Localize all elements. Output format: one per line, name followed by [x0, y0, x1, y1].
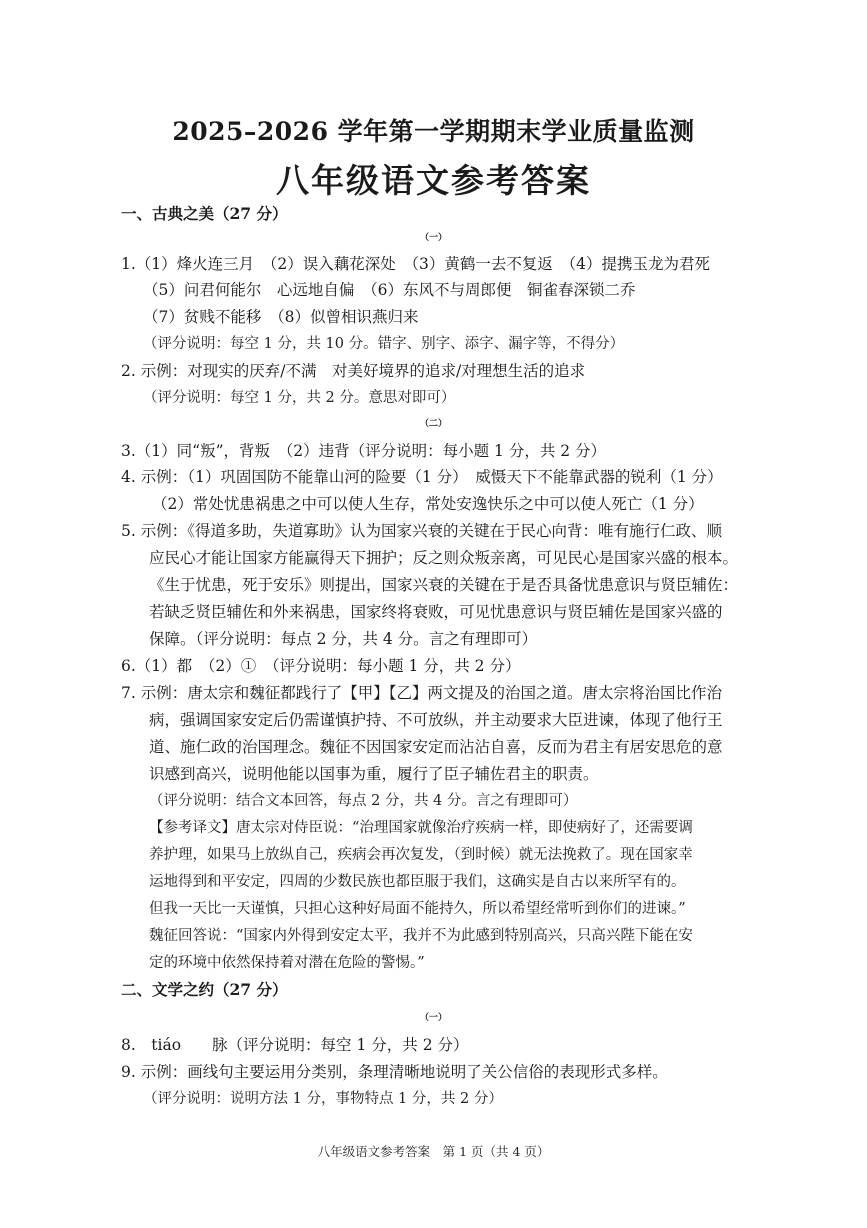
answer-line: 应民心才能让国家方能赢得天下拥护；反之则众叛亲离，可见民心是国家兴盛的根本。 — [149, 549, 739, 567]
answer-line: 4. 示例：（1）巩固国防不能靠山河的险要（1 分） 威慑天下不能靠武器的锐利（1 分） — [121, 468, 723, 486]
answer-line: （5）问君何能尔 心远地自偏 （6）东风不与周郎便 铜雀春深锁二乔 — [143, 281, 636, 299]
translation-line: 但我一天比一天谨慎，只担心这种好局面不能持久，所以希望经常听到你们的进谏。” — [149, 901, 686, 917]
answer-line: 9. 示例：画线句主要运用分类别，条理清晰地说明了关公信俗的表现形式多样。 — [121, 1063, 668, 1081]
subsection-heading: （二） — [419, 419, 447, 429]
answer-line: 1.（1）烽火连三月 （2）误入藕花深处 （3）黄鹤一去不复返 （4）提携玉龙为君死 — [121, 255, 710, 273]
translation-line: 定的环境中依然保持着对潜在危险的警惕。” — [149, 955, 425, 971]
answer-line: 2. 示例：对现实的厌弃/不满 对美好境界的追求/对理想生活的追求 — [121, 362, 586, 380]
answer-line: 识感到高兴，说明他能以国事为重，履行了臣子辅佐君主的职责。 — [149, 765, 599, 783]
answer-line: 5. 示例：《得道多助，失道寡助》认为国家兴衰的关键在于民心向背：唯有施行仁政、顺 — [121, 522, 722, 540]
answer-line: 6.（1）都 （2）① （评分说明：每小题 1 分，共 2 分） — [121, 657, 521, 675]
translation-line: 养护理，如果马上放纵自己，疾病会再次复发，（到时候）就无法挽救了。现在国家幸 — [149, 847, 693, 863]
page-footer: 八年级语文参考答案 第 1 页（共 4 页） — [317, 1144, 550, 1159]
answer-line: 若缺乏贤臣辅佐和外来祸患，国家终将衰败，可见忧患意识与贤臣辅佐是国家兴盛的 — [149, 603, 723, 621]
answer-line: 保障。（评分说明：每点 2 分，共 4 分。言之有理即可） — [149, 630, 538, 648]
answer-line: 病，强调国家安定后仍需谨慎护持、不可放纵，并主动要求大臣进谏，体现了他行王 — [149, 711, 723, 729]
section-heading: 二、文学之约（27 分） — [121, 980, 288, 999]
translation-line: 运地得到和平安定，四周的少数民族也都臣服于我们，这确实是自古以来所罕有的。 — [149, 874, 686, 890]
scoring-note: （评分说明：每空 1 分，共 2 分。意思对即可） — [143, 390, 456, 406]
section-heading: 一、古典之美（27 分） — [121, 204, 288, 223]
answer-line: （2）常处忧患祸患之中可以使人生存，常处安逸快乐之中可以使人死亡（1 分） — [152, 495, 704, 513]
answer-line: 3.（1）同“叛”，背叛 （2）违背（评分说明：每小题 1 分，共 2 分） — [121, 442, 607, 460]
subsection-heading: （一） — [419, 233, 447, 243]
subsection-heading: （一） — [419, 1013, 447, 1023]
scoring-note: （评分说明：每空 1 分，共 10 分。错字、别字、添字、漏字等，不得分） — [143, 336, 625, 352]
translation-line: 魏征回答说：“国家内外得到安定太平，我并不为此感到特别高兴，只高兴陛下能在安 — [149, 928, 693, 944]
scoring-note: （评分说明：说明方法 1 分，事物特点 1 分，共 2 分） — [143, 1091, 503, 1107]
answer-key-title: 八年级语文参考答案 — [276, 161, 591, 200]
answer-line: 道、施仁政的治国理念。魏征不因国家安定而沾沾自喜，反而为君主有居安思危的意 — [149, 738, 723, 756]
answer-line: 《生于忧患，死于安乐》则提出，国家兴衰的关键在于是否具备忧患意识与贤臣辅佐： — [149, 576, 739, 594]
translation-line: 【参考译文】唐太宗对侍臣说：“治理国家就像治疗疾病一样，即使病好了，还需要调 — [149, 820, 693, 836]
answer-line: 7. 示例：唐太宗和魏征都践行了【甲】【乙】两文提及的治国之道。唐太宗将治国比作治 — [121, 684, 722, 702]
answer-line: （7）贫贱不能移 （8）似曾相识燕归来 — [143, 308, 419, 326]
answer-line: 8. tiáo 脉（评分说明：每空 1 分，共 2 分） — [121, 1036, 469, 1054]
exam-title: 2025–2026 学年第一学期期末学业质量监测 — [172, 117, 695, 146]
scoring-note: （评分说明：结合文本回答，每点 2 分，共 4 分。言之有理即可） — [149, 793, 578, 809]
